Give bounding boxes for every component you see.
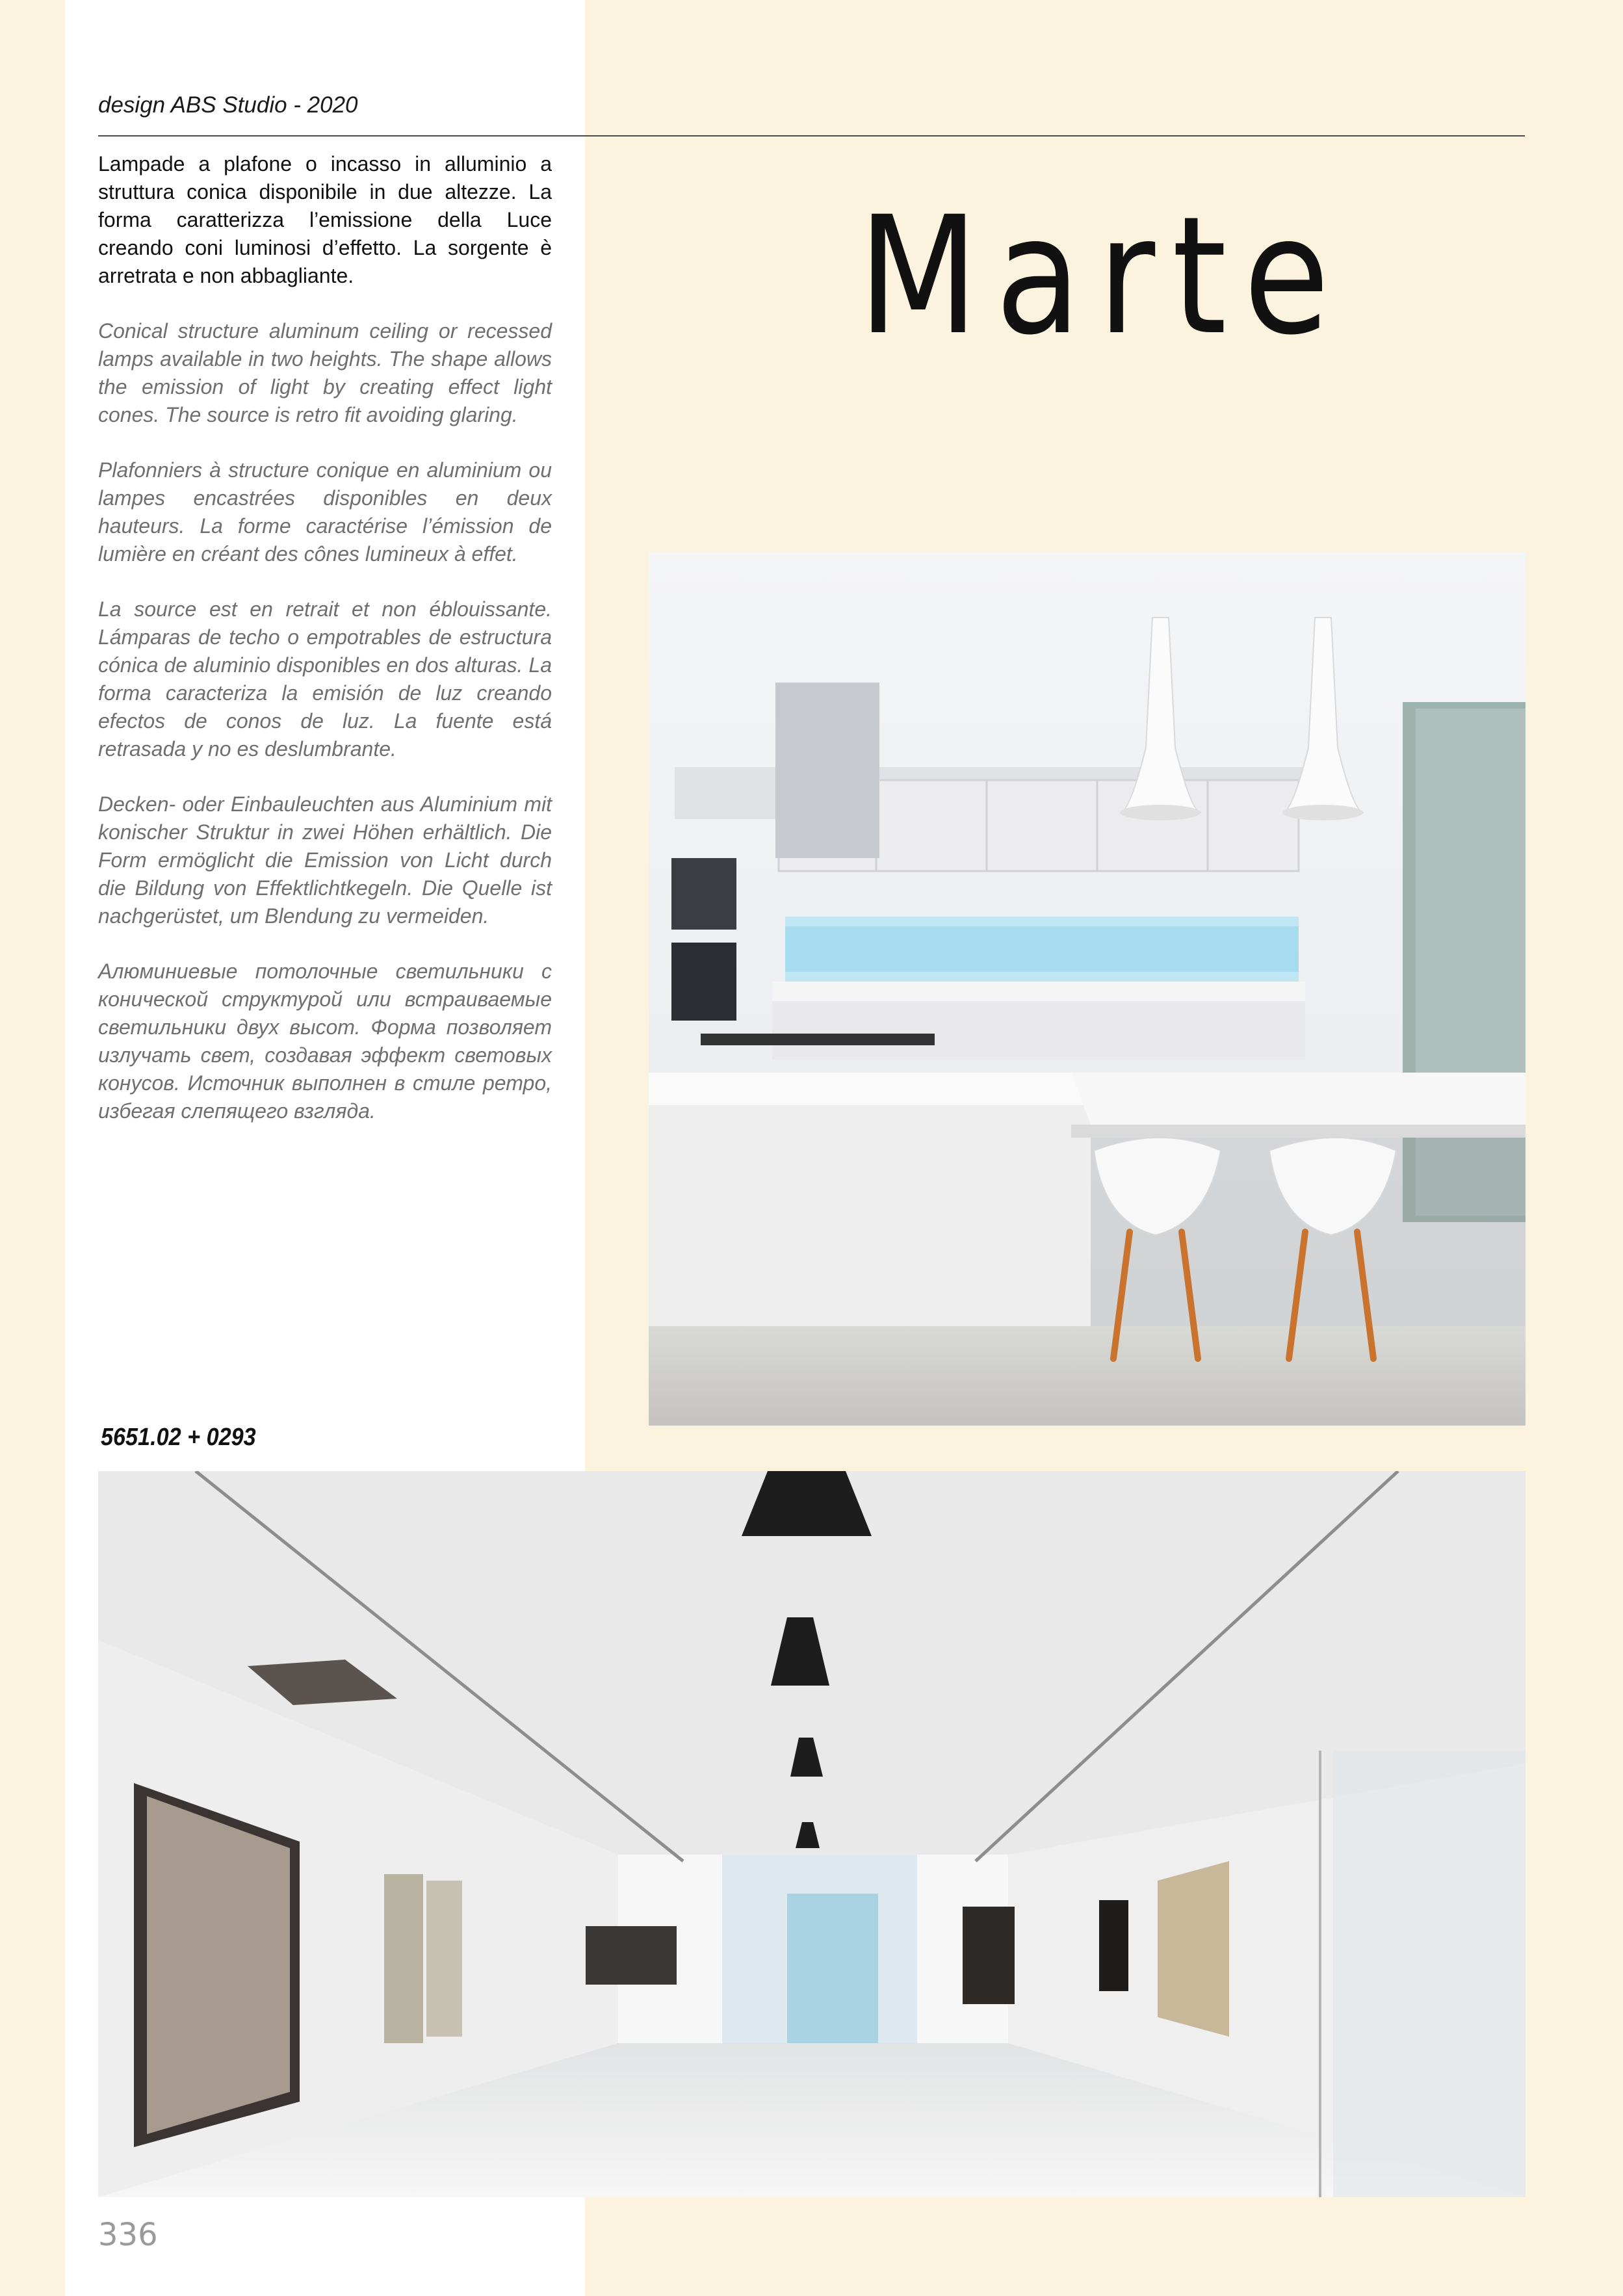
product-title: Marte xyxy=(858,181,1347,371)
description-english: Conical structure aluminum ceiling or recessed lamps available in two heights. The shape allows the emission of light by creating effect light cones. The source is retro fit avoiding glaring. xyxy=(98,319,552,426)
design-credit: design ABS Studio - 2020 xyxy=(98,92,358,118)
description-column xyxy=(98,150,552,1153)
description-french-spanish: La source est en retrait et non éblouissante. Lámparas de techo o empotrables de estructura cónica de aluminio disponibles en dos alturas. La forma caracteriza la emisión de luz creando efectos de conos de luz. La fuente está retrasada y no es deslumbrante. xyxy=(98,597,552,761)
header-divider xyxy=(98,135,1525,137)
description-german: Decken- oder Einbauleuchten aus Aluminium mit konischer Struktur in zwei Höhen erhältlich. Die Form ermöglicht die Emission von Licht durch die Bildung von Effektlichtkegeln. Die Quelle ist nachgerüstet, um Blendung zu vermeiden. xyxy=(98,792,552,928)
description-italian: Lampade a plafone o incasso in alluminio a struttura conica disponibile in due altezze. La forma caratterizza l’emissione della Luce creando coni luminosi d’effetto. La sorgente è arretrata e non abbagliante. xyxy=(98,152,552,287)
description-french: Plafonniers à structure conique en aluminium ou lampes encastrées disponibles en deux hauteurs. La forme caractérise l’émission de lumière en créant des cônes lumineux à effet. xyxy=(98,458,552,566)
kitchen-photo xyxy=(649,553,1526,1426)
product-code: 5651.02 + 0293 xyxy=(101,1424,256,1451)
description-russian: Алюминиевые потолочные светильники с конической структурой или встраиваемые светильники двух высот. Форма позволяет излучать свет, создавая эффект световых конусов. Источник выполнен в стиле ретро, избегая слепящего взгляда. xyxy=(98,959,552,1123)
gallery-photo xyxy=(98,1471,1526,2197)
page-number: 336 xyxy=(98,2217,158,2253)
